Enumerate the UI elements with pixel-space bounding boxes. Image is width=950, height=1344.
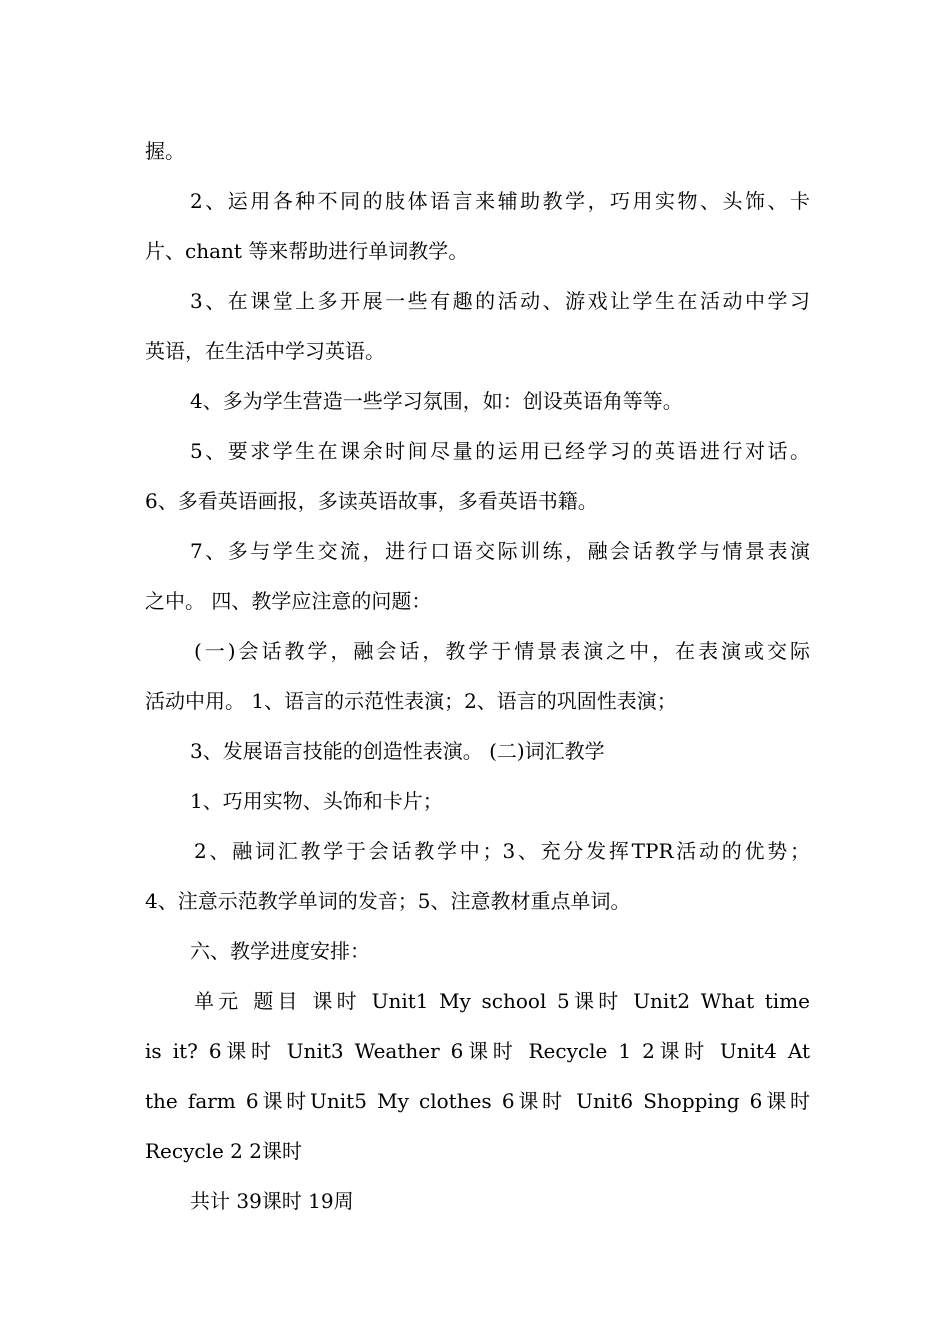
text-line-5: 英语，在生活中学习英语。: [145, 339, 385, 363]
text-line-10: 之中。 四、教学应注意的问题：: [145, 589, 432, 613]
text-line-17: 六、教学进度安排：: [190, 939, 370, 963]
text-line-22: 共计 39课时 19周: [190, 1189, 354, 1213]
text-line-6: 4、多为学生营造一些学习氛围，如：创设英语角等等。: [190, 389, 683, 413]
text-line-15: 2、融词汇教学于会话教学中；3、充分发挥TPR活动的优势；: [194, 839, 810, 863]
text-line-13: 3、发展语言技能的创造性表演。 (二)词汇教学: [190, 739, 605, 763]
text-line-20: the farm 6课时Unit5 My clothes 6课时 Unit6 Shopping 6课时: [145, 1089, 810, 1113]
text-line-16: 4、注意示范教学单词的发音；5、注意教材重点单词。: [145, 889, 631, 913]
text-line-21: Recycle 2 2课时: [145, 1139, 302, 1163]
text-line-11: (一)会话教学，融会话，教学于情景表演之中，在表演或交际: [194, 639, 810, 663]
text-line-2: 2、运用各种不同的肢体语言来辅助教学，巧用实物、头饰、卡: [190, 189, 810, 213]
text-line-1: 握。: [145, 139, 185, 163]
text-line-14: 1、巧用实物、头饰和卡片；: [190, 789, 443, 813]
text-line-9: 7、多与学生交流，进行口语交际训练，融会话教学与情景表演: [190, 539, 810, 563]
text-line-4: 3、在课堂上多开展一些有趣的活动、游戏让学生在活动中学习: [190, 289, 810, 313]
text-line-18: 单元 题目 课时 Unit1 My school 5课时 Unit2 What time: [194, 989, 810, 1013]
text-line-19: is it? 6课时 Unit3 Weather 6课时 Recycle 1 2课时 Unit4 At: [145, 1039, 810, 1063]
text-line-7: 5、要求学生在课余时间尽量的运用已经学习的英语进行对话。: [190, 439, 810, 463]
text-line-3: 片、chant 等来帮助进行单词教学。: [145, 239, 469, 263]
text-line-8: 6、多看英语画报，多读英语故事，多看英语书籍。: [145, 489, 598, 513]
text-line-12: 活动中用。 1、语言的示范性表演；2、语言的巩固性表演；: [145, 689, 677, 713]
